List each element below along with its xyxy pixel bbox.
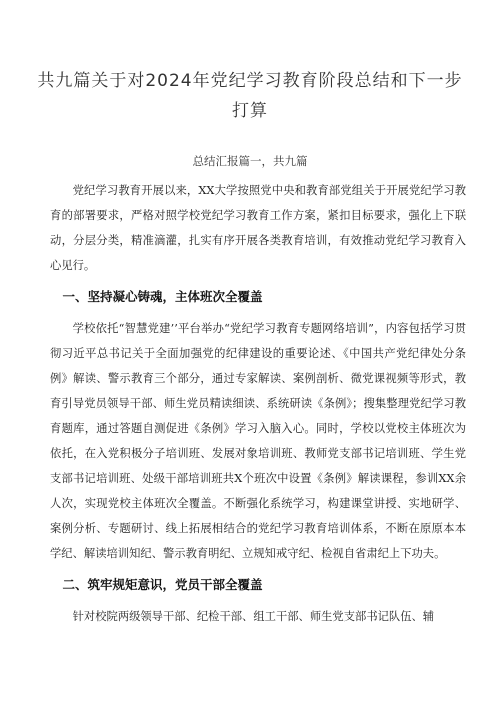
intro-paragraph: 党纪学习教育开展以来，XX大学按照党中央和教育部党组关于开展党纪学习教育的部署要求，严格对照学校党纪学习教育工作方案，紧扣目标要求，强化上下联动，分层分类，精准滴灌，扎实有序开展各类教育培训，有效推动党纪学习教育入心见行。 (50, 184, 466, 272)
document-body (50, 178, 466, 629)
section-paragraph-1: 学校依托“智慧党建’’平台举办“党纪学习教育专题网络培训”，内容包括学习贯彻习近平总书记关于全面加强党的纪律建设的重要论述、《中国共产党纪律处分条例》解读、警示教育三个部分，通过专家解读、案例剖析、微党课视频等形式，教育引导党员领导干部、师生党员精读细读、系统研读《条例》；搜集整理党纪学习教育题库，通过答题自测促进《条例》学习入脑入心。同时，学校以党校主体班次为依托，在入党积极分子培训班、发展对象培训班、教师党支部书记培训班、学生党支部书记培训班、处级干部培训班共X个班次中设置《条例》解读课程，参训XX余人次，实现党校主体班次全覆盖。不断强化系统学习，构建课堂讲授、实地研学、案例分析、专题研讨、线上拓展相结合的党纪学习教育培训体系，不断在原原本本学纪、解读培训知纪、警示教育明纪、立规知戒守纪、检视自省肃纪上下功夫。 (50, 322, 466, 560)
section-heading-2: 二、筑牢规矩意识，党员干部全覆盖 (62, 577, 263, 592)
section-paragraph-2: 针对校院两级领导干部、纪检干部、组工干部、师生党支部书记队伍、辅 (72, 610, 435, 623)
document-title: 共九篇关于对2024年党纪学习教育阶段总结和下一步打算 (37, 71, 463, 121)
section-heading-1: 一、坚持凝心铸魂，主体班次全覆盖 (62, 289, 263, 304)
document-subtitle: 总结汇报篇一，共九篇 (192, 154, 308, 168)
